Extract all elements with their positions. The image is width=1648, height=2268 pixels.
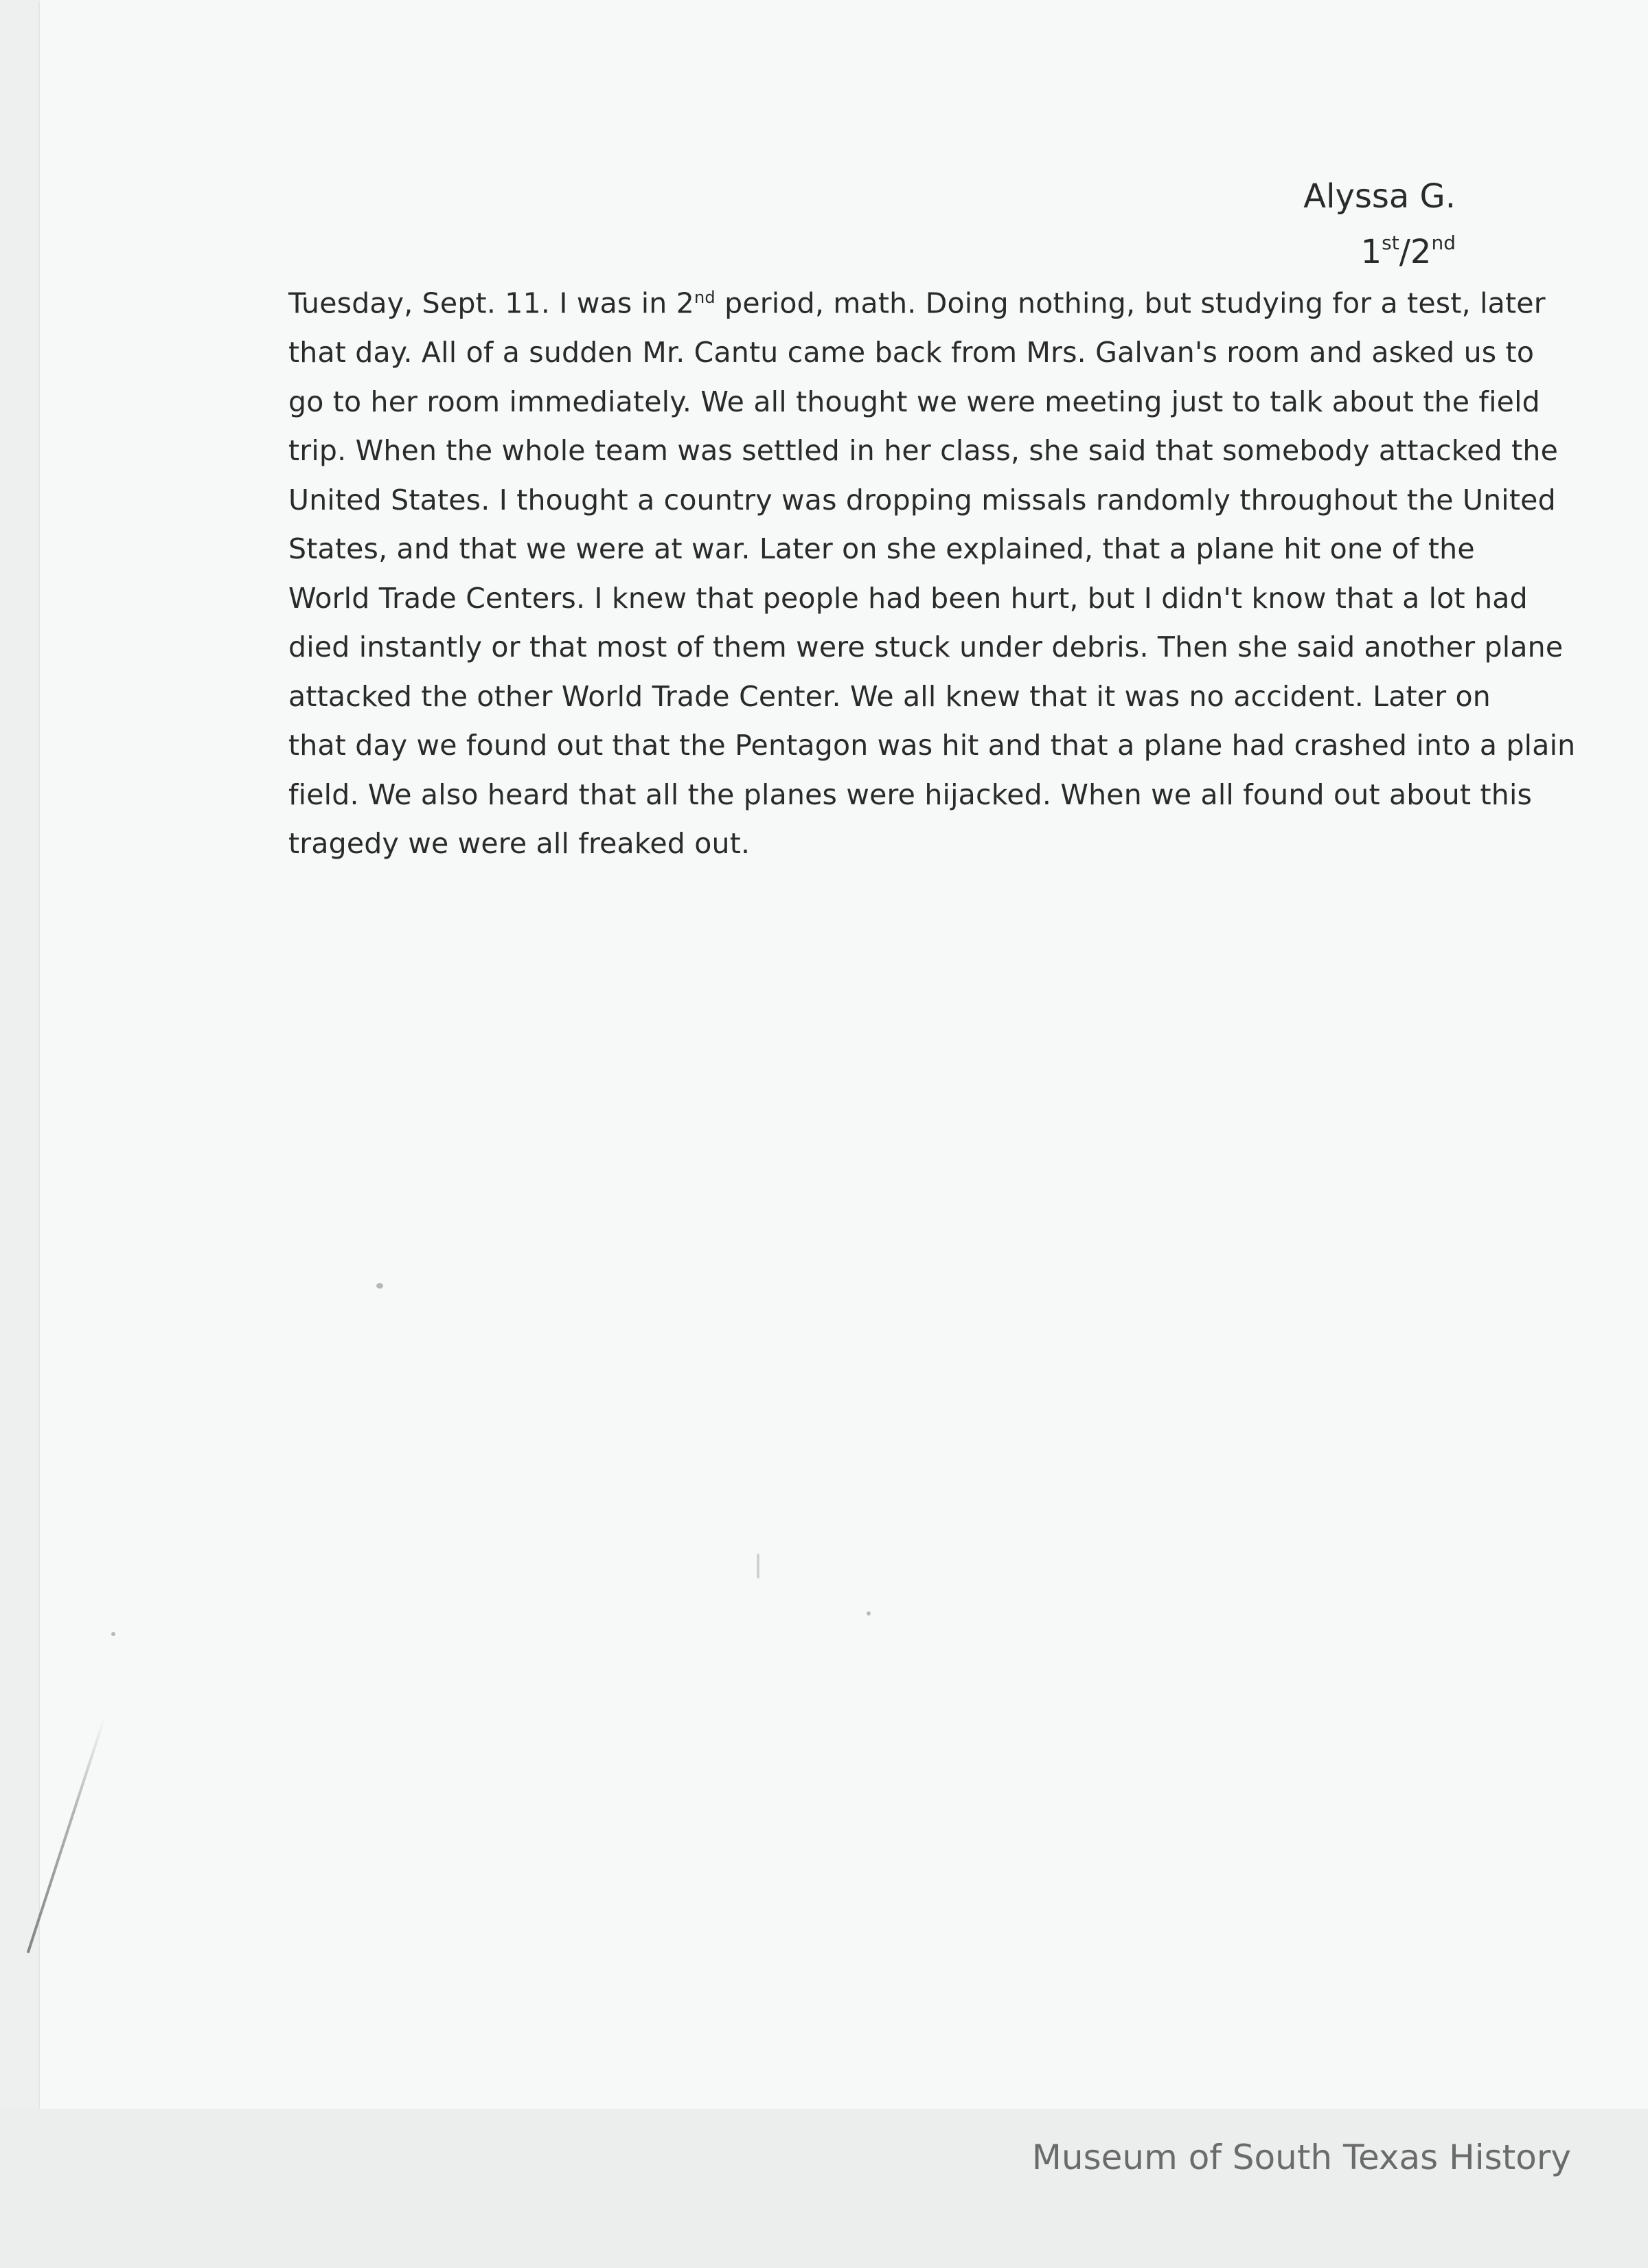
- paper-speck: [111, 1632, 115, 1636]
- scan-bottom-band: [0, 2109, 1648, 2268]
- essay-line: tragedy we were all freaked out.: [288, 827, 751, 861]
- essay-text: [288, 273, 1576, 869]
- paper-speck: [867, 1611, 871, 1615]
- essay-line: go to her room immediately. We all thought we were meeting just to talk about the field: [288, 385, 1540, 418]
- essay-line: States, and that we were at war. Later on she explained, that a plane hit one of the: [288, 532, 1475, 566]
- essay-line: that day. All of a sudden Mr. Cantu came back from Mrs. Galvan's room and asked us to: [288, 336, 1535, 370]
- essay-line: trip. When the whole team was settled in her class, she said that somebody attacked the: [288, 434, 1559, 468]
- author-name: Alyssa G.: [1303, 177, 1456, 216]
- essay-line: died instantly or that most of them were stuck under debris. Then she said another plane: [288, 631, 1564, 664]
- essay-line: field. We also heard that all the planes were hijacked. When we all found out about this: [288, 778, 1533, 811]
- essay-line: World Trade Centers. I knew that people had been hurt, but I didn't know that a lot had: [288, 581, 1528, 615]
- author-block: [1303, 173, 1456, 275]
- paper-speck: [376, 1283, 383, 1289]
- essay-line: that day we found out that the Pentagon was hit and that a plane had crashed into a plain: [288, 729, 1576, 762]
- class-periods: 1st/2nd: [1360, 231, 1456, 271]
- scan-left-margin: [0, 0, 40, 2109]
- essay-line: United States. I thought a country was dropping missals randomly throughout the United: [288, 483, 1556, 517]
- paper-scratch-mark: [757, 1554, 759, 1578]
- museum-credit: Museum of South Texas History: [1031, 2137, 1571, 2177]
- essay-line: attacked the other World Trade Center. We all knew that it was no accident. Later on: [288, 679, 1491, 713]
- essay-line: Tuesday, Sept. 11. I was in 2nd period, math. Doing nothing, but studying for a test, later: [288, 286, 1546, 320]
